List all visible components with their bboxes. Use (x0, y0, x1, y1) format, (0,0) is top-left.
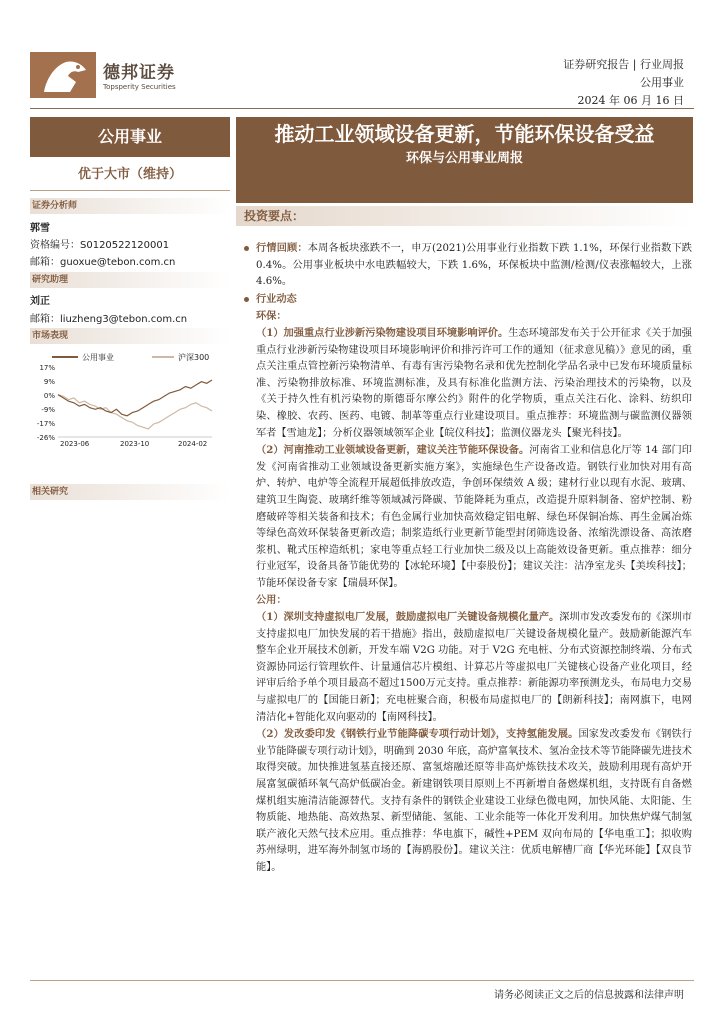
y-tick-label: -26% (36, 434, 55, 442)
analyst-email[interactable]: 邮箱：guoxue@tebon.com.cn (30, 257, 176, 268)
company-logo (30, 52, 190, 102)
rating-divider (30, 190, 230, 191)
logo-mark-icon (30, 52, 96, 98)
report-sector: 公用事业 (640, 76, 684, 89)
title-box (236, 117, 693, 203)
footer-disclaimer: 请务必阅读正文之后的信息披露和法律声明 (494, 990, 684, 1001)
logo-text-en: Topsperity Securities (103, 83, 176, 91)
report-date: 2024 年 06 月 16 日 (577, 94, 684, 107)
legend-label-utilities: 公用事业 (82, 353, 114, 362)
analyst-heading: 证券分析师 (30, 198, 230, 214)
bullet-lead: 行业动态 (256, 292, 297, 305)
paragraph-text: 生态环境部发布关于公开征求《关于加强重点行业涉新污染物建设项目环境影响评价和排污许可工作的通知（征求意见稿）》意见的函，重点关注重点管控新污染物清单、有毒有害污染物名录和优先控制化学品名录中已发布环境质量标准、污染物排放标准、环境监测标准，及具有标准化监测方法、污染治理技术的污染物，以及《关于持久性有机污染物的斯德哥尔摩公约》附件的化学物质，重点关注石化、涂料、纺织印染、橡胶、农药、医药、电镀、制革等重点行业建设项目。重点推荐：环境监测与碳监测仪器领军者【雪迪龙】；分析仪器领域领军企业【皖仪科技】；监测仪器龙头【聚光科技】。 (256, 327, 692, 439)
env-paragraph-2 (242, 442, 692, 592)
report-meta (563, 56, 684, 110)
bullet-lead: 行情回顾： (256, 242, 308, 254)
header-divider (30, 108, 694, 109)
env-paragraph-1 (242, 325, 692, 442)
industry-news-bullet (242, 291, 692, 309)
x-tick-label: 2023-10 (120, 440, 150, 448)
x-tick-label: 2024-02 (178, 440, 208, 448)
x-tick-label: 2023-06 (60, 440, 90, 448)
assistant-heading: 研究助理 (30, 272, 230, 288)
report-title: 推动工业领域设备更新，节能环保设备受益 (274, 122, 655, 146)
report-subtitle: 环保与公用事业周报 (405, 151, 523, 166)
y-tick-label: -17% (36, 420, 55, 428)
series-line-utilities (58, 380, 212, 416)
paragraph-text: 深圳市发改委发布的《深圳市支持虚拟电厂加快发展的若干措施》指出，鼓励虚拟电厂关键设备规模化量产。鼓励新能源汽车整车企业开展技术创新，开发车端 V2G 功能。对于 V2G 充电桩、分布式资源控制终端、分布式资源协同运行管理软件、计量通信芯片模组、计算芯片等虚拟电厂关键核心设备产业化项目，经评审后给予单个项目最高不超过1500万元支持。重点推荐：新能源功率预测龙头，布局电力交易与虚拟电厂的【国能日新】；充电桩聚合商，积极布局虚拟电厂的【朗新科技】；南网旗下，电网清洁化+智能化双向驱动的【南网科技】。 (256, 612, 692, 723)
sector-title-box: 公用事业 (30, 117, 230, 157)
bullet-text: 本周各板块涨跌不一，申万(2021)公用事业行业指数下跌 1.1%，环保行业指数下跌 0.4%。公用事业板块中水电跌幅较大，下跌 1.6%，环保板块中监测/检测/仪表涨幅较大，上涨 4.6%。 (256, 243, 692, 288)
util-heading: 公用： (256, 594, 287, 607)
util-paragraph-2 (242, 726, 692, 876)
market-heading: 市场表现 (30, 328, 230, 344)
y-tick-label: -9% (41, 406, 55, 414)
assistant-name: 刘正 (30, 296, 50, 307)
report-body (242, 240, 692, 877)
y-tick-label: 0% (43, 392, 55, 400)
market-review-bullet (242, 240, 692, 291)
analyst-cert: 资格编号：S0120522120001 (30, 240, 170, 251)
footer-divider (30, 980, 694, 981)
paragraph-lead: （2）河南推动工业领域设备更新，建议关注节能环保设备。 (256, 444, 530, 457)
related-heading: 相关研究 (30, 484, 230, 500)
y-tick-label: 9% (43, 378, 55, 386)
rating: 优于大市（维持） (77, 167, 182, 182)
paragraph-lead: （2）发改委印发《钢铁行业节能降碳专项行动计划》，支持氢能发展。 (256, 728, 579, 741)
investment-heading: 投资要点： (236, 206, 693, 226)
paragraph-lead: （1）深圳支持虚拟电厂发展，鼓励虚拟电厂关键设备规模化量产。 (256, 611, 560, 624)
legend-label-hs300: 沪深300 (178, 353, 210, 362)
report-type: 证券研究报告 | 行业周报 (563, 58, 684, 71)
market-performance-chart (30, 345, 230, 455)
assistant-email[interactable]: 邮箱：liuzheng3@tebon.com.cn (30, 314, 188, 325)
paragraph-text: 国家发改委发布《钢铁行业节能降碳专项行动计划》，明确到 2030 年底，高炉富氧技术、氢冶金技术等节能降碳先进技术取得突破。加快推进氢基直接还原、富氢熔融还原等非高炉炼铁技术攻关，鼓励利用现有高炉开展富氢碳循环氧气高炉低碳冶金。新建钢铁项目原则上不再新增自备燃煤机组，支持既有自备燃煤机组实施清洁能源替代。支持有条件的钢铁企业建设工业绿色微电网，加快风能、太阳能、生物质能、地热能、高效热泵、新型储能、氢能、工业余能等一体化开发利用。加快焦炉煤气制氢联产液化天然气技术应用。重点推荐：华电旗下，碱性+PEM 双向布局的【华电重工】；拟收购苏州绿明，进军海外制氢市场的【海鸥股份】。建议关注：优质电解槽厂商【华光环能】【双良节能】。 (256, 729, 692, 873)
util-paragraph-1 (242, 609, 692, 726)
paragraph-lead: （1）加强重点行业涉新污染物建设项目环境影响评价。 (256, 326, 509, 339)
analyst-name: 郭雪 (30, 223, 50, 234)
env-heading: 环保： (256, 310, 287, 323)
y-tick-label: 17% (39, 364, 55, 372)
logo-text-cn: 德邦证券 (103, 63, 175, 83)
paragraph-text: 河南省工业和信息化厅等 14 部门印发《河南省推动工业领域设备更新实施方案》，实施绿色生产设备改造。钢铁行业加快对用有高炉、转炉、电炉等全流程开展超低排放改造，争创环保绩效 A 级；建材行业以现有水泥、玻璃、建筑卫生陶瓷、玻璃纤维等领域减污降碳、节能降耗为重点，改造提升原料制备、窑炉控制、粉磨破碎等相关装备和技术；有色金属行业加快高效稳定铝电解、绿色环保铜冶炼、再生金属冶炼等绿色高效环保装备更新改造；制浆造纸行业更新节能型封闭筛选设备、浓缩洗漂设备、高浓磨浆机、靴式压榨造纸机；家电等重点轻工行业加快二级及以上高能效设备更新。重点推荐：细分行业冠军，设备具备节能优势的【冰轮环境】【中泰股份】；建议关注：洁净室龙头【美埃科技】；节能环保设备专家【瑞晨环保】。 (256, 445, 692, 589)
